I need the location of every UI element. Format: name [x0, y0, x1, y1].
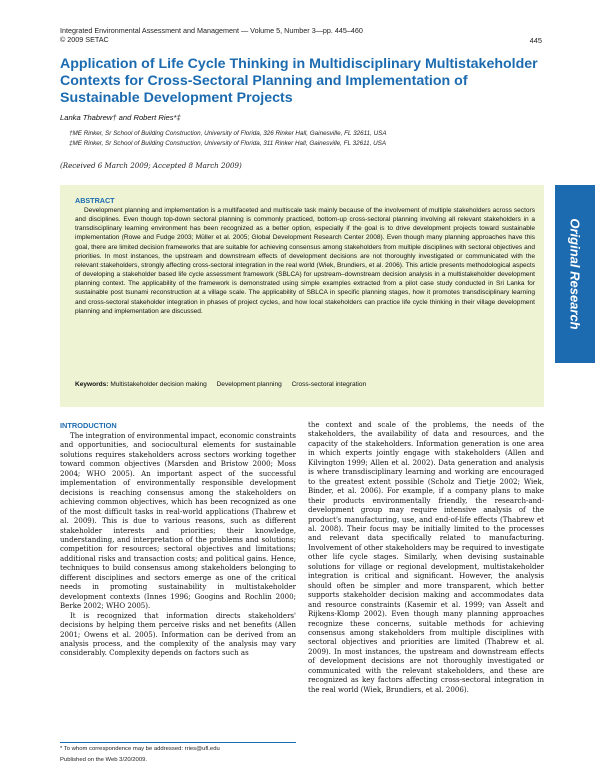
abstract-text: Development planning and implementation is a multifaceted and multiscale task mainly because of the involvement of multiple stakeholders across sectors and disciplines. Even though top-down sectoral planning is commonly practiced, bottom-up cross-sectoral planning involving all relevant stakeholders in a transdisciplinary learning environment has been recognized as a better option, especially if the goal is to drive development projects toward sustainable implementation (Rowe and Fudge 2003; Müller et al. 2005; Global Development Research Center 2008). Even though many planning approaches have this goal, there are limited decision frameworks that are suitable for achieving consensus among stakeholders from multiple disciplines with sectoral objectives and priorities. In most instances, the upstream and downstream effects of development decisions are not thoroughly investigated or communicated with the relevant stakeholders, strongly affecting cross-sectoral integration in the real world (Wiek, Brundiers, et al. 2006). This article presents methodological aspects of developing a stakeholder based life cycle assessment framework (SBLCA) for upstream–downstream decision analysis in a multistakeholder development planning context. The applicability of the framework is demonstrated using simple examples extracted from a pilot case study conducted in Sri Lanka for sustainable post tsunami reconstruction at a village scale. The applicability of SBLCA in specific planning stages, how it promotes transdisciplinary learning and cross-sectoral stakeholder integration in phases of project cycles, and how local stakeholders can practice life cycle thinking in their village development planning and implementation are discussed. — [75, 207, 535, 315]
correspondence-footnote: * To whom correspondence may be addressed: rries@ufl.edu — [60, 746, 220, 752]
received-dates: (Received 6 March 2009; Accepted 8 March 2009) — [60, 161, 242, 170]
introduction-heading: INTRODUCTION — [60, 421, 117, 430]
keywords-label: Keywords: — [75, 381, 109, 388]
article-title: Application of Life Cycle Thinking in Multidisciplinary Multistakeholder Contexts for Cross-Sectoral Planning and Implementation of Sustainable Development Projects — [60, 56, 538, 106]
affiliation-1: †ME Rinker, Sr School of Building Construction, University of Florida, 326 Rinker Hall, Gainesville, FL 32611, USA — [69, 130, 387, 137]
affiliation-2: ‡ME Rinker, Sr School of Building Construction, University of Florida, 311 Rinker Hall, Gainesville, FL 32611, USA — [69, 140, 387, 147]
side-tab-label-wrap — [555, 185, 595, 363]
side-tab-label: Original Research — [567, 218, 583, 330]
published-footnote: Published on the Web 3/20/2009. — [60, 757, 148, 763]
paragraph: It is recognized that information directs stakeholders' decisions by helping them perceive risks and net benefits (Allen 2001; Owens et al. 2005). Information can be derived from an analysis process, and the complexity of the analysis may vary considerably. Complexity depends on factors such as — [60, 610, 296, 658]
page-number: 445 — [529, 36, 542, 45]
right-column — [308, 420, 544, 694]
authors: Lanka Thabrew† and Robert Ries*‡ — [60, 113, 181, 122]
abstract-heading: ABSTRACT — [75, 196, 115, 205]
footnote-rule — [60, 742, 296, 743]
journal-line: Integrated Environmental Assessment and Management — Volume 5, Number 3—pp. 445–460 — [60, 26, 363, 35]
keyword: Multistakeholder decision making — [110, 381, 207, 388]
paragraph: the context and scale of the problems, the needs of the stakeholders, the availability of data and resources, and the capacity of the stakeholders. Information generation is one area in which experts jointly engage with stakeholders (Allen and Kilvington 1999; Allen et al. 2002). Data generation and analysis is where transdisciplinary learning and working are encouraged to the greatest extent possible (Scholz and Tietje 2002; Wiek, Binder, et al. 2006). For example, if a company plans to make their products environmentally friendly, the research-and-development group may require intensive analysis of the product's manufacturing, use, and end-of-life effects (Thabrew et al. 2008). Their focus may be initially limited to the processes and relevant data specifically related to manufacturing. Involvement of other stakeholders may be required to investigate other life cycle stages. Similarly, when devising sustainable solutions for village or regional development, multistakeholder integration is critical and significant. However, the analysis should often be simpler and more transparent, which better supports stakeholder decision making and accommodates data and resource constraints (Kasemir et al. 1999; van Asselt and Rijkens-Klomp 2002). Even though many planning approaches recognize these concerns, suitable methods for achieving consensus among stakeholders from multiple disciplines with sectoral objectives and priorities are limited (Thabrew et al. 2009). In most instances, the upstream and downstream effects of development decisions are not thoroughly investigated or communicated with the relevant stakeholders, and these are recognized as key factors affecting cross-sectoral integration in the real world (Wiek, Brundiers, et al. 2006). — [308, 420, 544, 694]
keyword: Development planning — [216, 381, 282, 388]
paragraph: The integration of environmental impact, economic constraints and opportunities, and sociocultural elements for sustainable solutions requires stakeholders across sectors working together toward common objectives (Marsden and Bristow 2000; Moss 2004; WHO 2005). An important aspect of the successful implementation of environmentally responsible development decisions is reaching consensus among the stakeholders on achieving common objectives, which has been recognized as one of the most difficult tasks in real-world applications (Thabrew et al. 2009). This is due to various reasons, such as different stakeholder interests and priorities; their knowledge, understanding, and interpretation of the problems and solutions; competition for resources; sectoral objectives and limitations; additional risks and transaction costs; and political gains. Hence, techniques to build consensus among stakeholders belonging to different disciplines and sectors emerge as one of the critical needs in promoting sustainability in multistakeholder development contexts (Innes 1996; Googins and Rochlin 2000; Berke 2002; WHO 2005). — [60, 431, 296, 611]
copyright: © 2009 SETAC — [60, 34, 109, 44]
journal-header — [60, 27, 363, 44]
keywords — [75, 381, 535, 388]
left-column — [60, 431, 296, 658]
keyword: Cross-sectoral integration — [291, 381, 367, 388]
